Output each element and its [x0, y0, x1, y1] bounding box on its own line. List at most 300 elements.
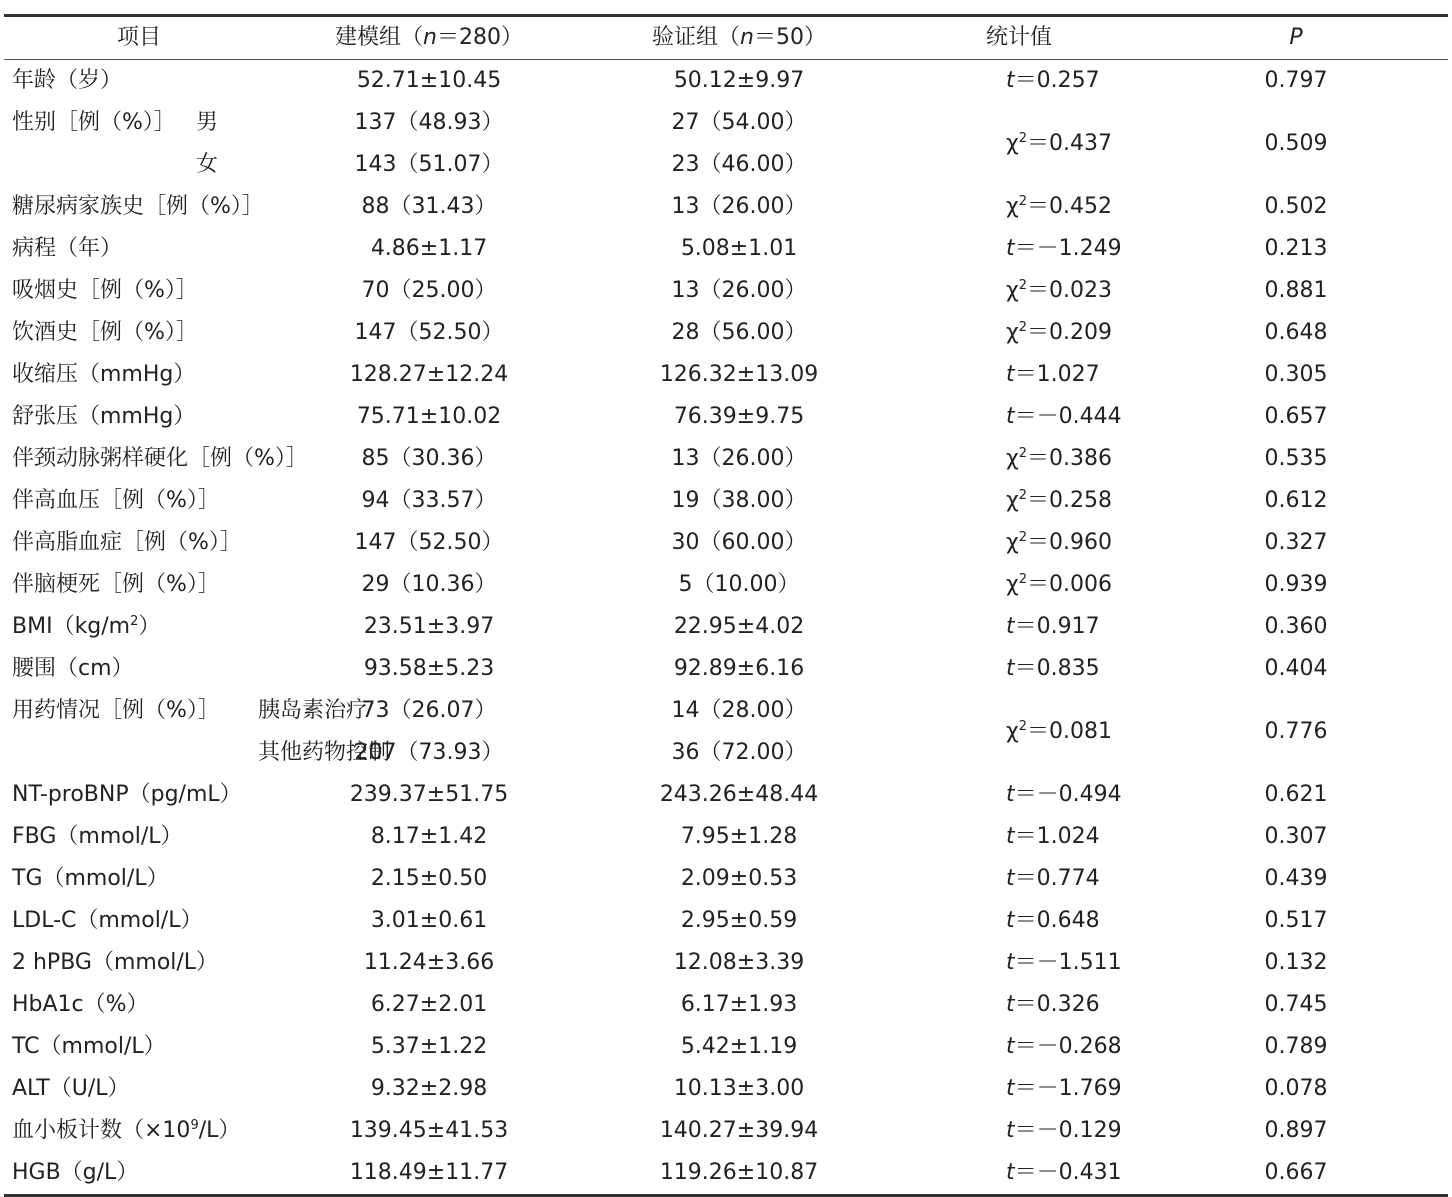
row-subcategory-label: 男	[196, 110, 219, 135]
statistic-value: ＝－0.268	[1014, 1034, 1122, 1059]
row-item-label: 饮酒史［例（%）］	[12, 320, 198, 345]
row-item	[4, 438, 308, 480]
validation-value-text: 5（10.00）	[678, 572, 800, 597]
row-statistic	[894, 858, 1144, 900]
table-row	[4, 774, 1448, 816]
row-subcategory-label: 胰岛素治疗	[258, 698, 369, 723]
row-modeling-value	[274, 1068, 584, 1110]
statistic-text	[1006, 1152, 1122, 1194]
row-p-value	[1144, 942, 1448, 984]
statistic-text	[1006, 711, 1112, 753]
row-modeling-value	[274, 606, 584, 648]
header-stat-label: 统计值	[986, 25, 1053, 50]
row-item-label: 病程（年）	[12, 236, 123, 261]
statistic-symbol: t	[1006, 1034, 1015, 1059]
statistic-text	[1006, 984, 1100, 1026]
table-row	[4, 1068, 1448, 1110]
row-statistic	[894, 1068, 1144, 1110]
validation-value-text: 140.27±39.94	[659, 1118, 819, 1143]
statistic-superscript: 2	[1018, 446, 1028, 461]
row-item	[4, 480, 274, 522]
statistic-text	[1006, 186, 1112, 228]
statistic-symbol: t	[1006, 68, 1015, 93]
modeling-value-text: 8.17±1.42	[370, 824, 488, 849]
modeling-value-text: 52.71±10.45	[356, 68, 502, 93]
statistic-symbol: t	[1006, 782, 1015, 807]
validation-value-text: 23（46.00）	[671, 152, 807, 177]
row-statistic	[894, 942, 1144, 984]
row-item-label: HGB（g/L）	[12, 1160, 139, 1185]
row-item	[4, 144, 112, 186]
statistic-symbol: t	[1006, 236, 1015, 261]
row-item-label: 伴高脂血症［例（%）］	[12, 530, 242, 555]
row-p-value	[1144, 438, 1448, 480]
statistic-superscript: 2	[1018, 320, 1028, 335]
statistic-symbol: χ	[1006, 320, 1019, 345]
statistic-superscript: 2	[1018, 488, 1028, 503]
modeling-value-text: 93.58±5.23	[363, 656, 495, 681]
row-item-label: 收缩压（mmHg）	[12, 362, 196, 387]
header-p-label: P	[1289, 25, 1303, 50]
table-header-row	[4, 16, 1448, 60]
statistic-value: ＝－1.769	[1014, 1076, 1122, 1101]
statistic-value: ＝0.258	[1027, 488, 1112, 513]
row-modeling-value	[274, 60, 584, 103]
p-value-text: 0.881	[1264, 278, 1328, 303]
table-row	[4, 228, 1448, 270]
modeling-value-text: 4.86±1.17	[370, 236, 488, 261]
row-validation-value	[584, 312, 894, 354]
statistic-symbol: χ	[1006, 278, 1019, 303]
row-modeling-value	[274, 312, 584, 354]
table-row	[4, 900, 1448, 942]
row-p-value	[1144, 606, 1448, 648]
row-item-label: 性别［例（%）］	[12, 110, 176, 135]
row-statistic	[894, 396, 1144, 438]
statistic-superscript: 2	[1018, 719, 1028, 734]
table-row	[4, 480, 1448, 522]
validation-value-text: 126.32±13.09	[659, 362, 819, 387]
statistic-value: ＝0.835	[1014, 656, 1100, 681]
row-item	[4, 396, 274, 438]
row-item-label: 伴颈动脉粥样硬化［例（%）］	[12, 446, 308, 471]
row-item-label: 吸烟史［例（%）］	[12, 278, 198, 303]
row-statistic	[894, 60, 1144, 103]
modeling-value-text: 29（10.36）	[361, 572, 497, 597]
modeling-value-text: 9.32±2.98	[370, 1076, 488, 1101]
statistic-symbol: χ	[1006, 719, 1019, 744]
table-row	[4, 690, 1448, 732]
statistic-symbol: t	[1006, 1118, 1015, 1143]
statistic-symbol: t	[1006, 824, 1015, 849]
table-row	[4, 396, 1448, 438]
row-item-label: 用药情况［例（%）］	[12, 698, 220, 723]
row-p-value	[1144, 186, 1448, 228]
row-validation-value	[584, 1026, 894, 1068]
row-p-value	[1144, 774, 1448, 816]
statistic-value: ＝1.024	[1014, 824, 1100, 849]
row-statistic	[894, 774, 1144, 816]
row-item	[4, 900, 274, 942]
row-item-label: HbA1c（%）	[12, 992, 149, 1017]
validation-value-text: 13（26.00）	[671, 446, 807, 471]
table-row	[4, 186, 1448, 228]
modeling-value-text: 118.49±11.77	[349, 1160, 509, 1185]
statistic-symbol: t	[1006, 614, 1015, 639]
row-p-value	[1144, 690, 1448, 774]
statistic-text	[1006, 480, 1112, 522]
statistic-text	[1006, 648, 1100, 690]
p-value-text: 0.360	[1264, 614, 1328, 639]
row-validation-value	[584, 648, 894, 690]
table-row	[4, 1152, 1448, 1196]
statistic-value: ＝0.257	[1014, 68, 1100, 93]
modeling-value-text: 147（52.50）	[354, 320, 504, 345]
modeling-value-text: 143（51.07）	[354, 152, 504, 177]
validation-value-text: 7.95±1.28	[680, 824, 798, 849]
modeling-value-text: 3.01±0.61	[370, 908, 488, 933]
row-validation-value	[584, 228, 894, 270]
row-item	[4, 1152, 274, 1196]
p-value-text: 0.509	[1264, 131, 1328, 156]
statistic-superscript: 2	[1018, 530, 1028, 545]
validation-value-text: 50.12±9.97	[673, 68, 805, 93]
modeling-value-text: 85（30.36）	[361, 446, 497, 471]
modeling-value-text: 207（73.93）	[354, 740, 504, 765]
row-statistic	[894, 522, 1144, 564]
validation-value-text: 6.17±1.93	[680, 992, 798, 1017]
row-item	[4, 690, 220, 732]
row-item-label: 腰围（cm）	[12, 656, 134, 681]
header-item-label: 项目	[117, 25, 162, 50]
p-value-text: 0.657	[1264, 404, 1328, 429]
statistic-value: ＝0.006	[1027, 572, 1112, 597]
modeling-value-text: 139.45±41.53	[349, 1118, 509, 1143]
row-subcategory	[112, 144, 274, 186]
row-modeling-value	[274, 354, 584, 396]
row-statistic	[894, 900, 1144, 942]
row-item	[4, 270, 274, 312]
row-modeling-value	[274, 1026, 584, 1068]
row-validation-value	[584, 144, 894, 186]
row-p-value	[1144, 816, 1448, 858]
row-modeling-value	[274, 816, 584, 858]
table-row	[4, 270, 1448, 312]
statistic-symbol: t	[1006, 656, 1015, 681]
row-validation-value	[584, 102, 894, 144]
row-item	[4, 60, 274, 103]
modeling-value-text: 11.24±3.66	[363, 950, 495, 975]
row-statistic	[894, 564, 1144, 606]
header-modeling-group	[274, 16, 584, 60]
row-modeling-value	[274, 774, 584, 816]
row-modeling-value	[274, 438, 584, 480]
statistic-value: ＝0.023	[1027, 278, 1112, 303]
p-value-text: 0.535	[1264, 446, 1328, 471]
row-statistic	[894, 312, 1144, 354]
row-subcategory	[112, 732, 391, 774]
modeling-value-text: 23.51±3.97	[363, 614, 495, 639]
modeling-value-text: 88（31.43）	[361, 194, 497, 219]
statistic-text	[1006, 228, 1122, 270]
row-item-label: 舒张压（mmHg）	[12, 404, 196, 429]
validation-value-text: 76.39±9.75	[673, 404, 805, 429]
row-p-value	[1144, 522, 1448, 564]
row-item-label: 2 hPBG（mmol/L）	[12, 950, 219, 975]
table-row	[4, 648, 1448, 690]
row-validation-value	[584, 732, 894, 774]
statistic-symbol: χ	[1006, 194, 1019, 219]
statistic-text	[1006, 858, 1100, 900]
row-p-value	[1144, 480, 1448, 522]
row-validation-value	[584, 984, 894, 1026]
row-item	[4, 228, 274, 270]
row-item	[4, 312, 274, 354]
statistic-text	[1006, 354, 1100, 396]
row-p-value	[1144, 396, 1448, 438]
validation-value-text: 119.26±10.87	[659, 1160, 819, 1185]
statistic-text	[1006, 1110, 1122, 1152]
row-validation-value	[584, 942, 894, 984]
row-item	[4, 732, 112, 774]
modeling-value-text: 94（33.57）	[361, 488, 497, 513]
row-statistic	[894, 438, 1144, 480]
modeling-value-text: 137（48.93）	[354, 110, 504, 135]
statistic-value: ＝0.648	[1014, 908, 1100, 933]
validation-value-text: 10.13±3.00	[673, 1076, 805, 1101]
row-item	[4, 648, 274, 690]
row-validation-value	[584, 690, 894, 732]
row-validation-value	[584, 438, 894, 480]
statistic-text	[1006, 123, 1112, 165]
row-statistic	[894, 1026, 1144, 1068]
row-item	[4, 606, 274, 648]
p-value-text: 0.776	[1264, 719, 1328, 744]
row-item-label: NT-proBNP（pg/mL）	[12, 782, 242, 807]
row-subcategory-label: 其他药物控制	[258, 740, 391, 765]
statistic-text	[1006, 60, 1100, 102]
p-value-text: 0.797	[1264, 68, 1328, 93]
table-row	[4, 606, 1448, 648]
row-p-value	[1144, 564, 1448, 606]
row-item-label: TC（mmol/L）	[12, 1034, 166, 1059]
row-modeling-value	[274, 522, 584, 564]
statistic-text	[1006, 900, 1100, 942]
statistic-text	[1006, 774, 1122, 816]
row-item	[4, 816, 274, 858]
row-p-value	[1144, 858, 1448, 900]
statistic-value: ＝0.386	[1027, 446, 1112, 471]
p-value-text: 0.132	[1264, 950, 1328, 975]
statistic-symbol: χ	[1006, 446, 1019, 471]
row-validation-value	[584, 354, 894, 396]
row-modeling-value	[274, 186, 584, 228]
p-value-text: 0.327	[1264, 530, 1328, 555]
statistic-text	[1006, 1026, 1122, 1068]
row-modeling-value	[274, 102, 584, 144]
row-item-tail: /L）	[198, 1118, 241, 1143]
p-value-text: 0.305	[1264, 362, 1328, 387]
table-row	[4, 816, 1448, 858]
statistic-symbol: t	[1006, 1076, 1015, 1101]
validation-value-text: 19（38.00）	[671, 488, 807, 513]
row-item-label: BMI（kg/m	[12, 614, 131, 639]
statistic-value: ＝－0.444	[1014, 404, 1122, 429]
row-p-value	[1144, 648, 1448, 690]
row-item-label: FBG（mmol/L）	[12, 824, 183, 849]
modeling-value-text: 239.37±51.75	[349, 782, 509, 807]
modeling-value-text: 73（26.07）	[361, 698, 497, 723]
row-validation-value	[584, 1068, 894, 1110]
p-value-text: 0.307	[1264, 824, 1328, 849]
row-statistic	[894, 228, 1144, 270]
validation-value-text: 2.95±0.59	[680, 908, 798, 933]
row-modeling-value	[274, 1110, 584, 1152]
validation-value-text: 14（28.00）	[671, 698, 807, 723]
statistic-value: ＝0.452	[1027, 194, 1112, 219]
header-g2-n: n	[740, 25, 754, 50]
row-item	[4, 1068, 274, 1110]
row-statistic	[894, 690, 1144, 774]
validation-value-text: 12.08±3.39	[673, 950, 805, 975]
row-statistic	[894, 480, 1144, 522]
row-item	[4, 354, 274, 396]
row-item	[4, 522, 274, 564]
row-modeling-value	[274, 228, 584, 270]
statistic-value: ＝1.027	[1014, 362, 1100, 387]
row-modeling-value	[274, 984, 584, 1026]
row-modeling-value	[274, 648, 584, 690]
row-validation-value	[584, 186, 894, 228]
modeling-value-text: 128.27±12.24	[349, 362, 509, 387]
row-item-label: 年龄（岁）	[12, 68, 123, 93]
row-validation-value	[584, 816, 894, 858]
row-item-label: TG（mmol/L）	[12, 866, 169, 891]
statistic-text	[1006, 606, 1100, 648]
row-validation-value	[584, 606, 894, 648]
row-item	[4, 564, 274, 606]
p-value-text: 0.404	[1264, 656, 1328, 681]
validation-value-text: 5.08±1.01	[680, 236, 798, 261]
statistic-value: ＝－0.129	[1014, 1118, 1122, 1143]
p-value-text: 0.612	[1264, 488, 1328, 513]
statistic-symbol: χ	[1006, 530, 1019, 555]
row-p-value	[1144, 312, 1448, 354]
row-item	[4, 984, 274, 1026]
p-value-text: 0.939	[1264, 572, 1328, 597]
p-value-text: 0.213	[1264, 236, 1328, 261]
statistic-symbol: t	[1006, 1160, 1015, 1185]
row-p-value	[1144, 1026, 1448, 1068]
row-p-value	[1144, 1152, 1448, 1196]
statistic-symbol: t	[1006, 866, 1015, 891]
row-modeling-value	[274, 900, 584, 942]
p-value-text: 0.897	[1264, 1118, 1328, 1143]
row-statistic	[894, 186, 1144, 228]
modeling-value-text: 5.37±1.22	[370, 1034, 488, 1059]
row-p-value	[1144, 60, 1448, 103]
header-g2-prefix: 验证组（	[652, 25, 741, 50]
table-row	[4, 60, 1448, 103]
row-statistic	[894, 270, 1144, 312]
p-value-text: 0.517	[1264, 908, 1328, 933]
statistic-symbol: χ	[1006, 131, 1019, 156]
row-item-label: 伴脑梗死［例（%）］	[12, 572, 220, 597]
validation-value-text: 30（60.00）	[671, 530, 807, 555]
row-validation-value	[584, 1110, 894, 1152]
statistic-value: ＝－0.494	[1014, 782, 1122, 807]
validation-value-text: 5.42±1.19	[680, 1034, 798, 1059]
statistic-text	[1006, 1068, 1122, 1110]
p-value-text: 0.439	[1264, 866, 1328, 891]
validation-value-text: 22.95±4.02	[673, 614, 805, 639]
header-item	[4, 16, 274, 60]
statistic-value: ＝0.209	[1027, 320, 1112, 345]
statistic-symbol: t	[1006, 950, 1015, 975]
table-row	[4, 942, 1448, 984]
p-value-text: 0.621	[1264, 782, 1328, 807]
row-validation-value	[584, 774, 894, 816]
validation-value-text: 2.09±0.53	[680, 866, 798, 891]
row-item-label: ALT（U/L）	[12, 1076, 130, 1101]
row-p-value	[1144, 354, 1448, 396]
validation-value-text: 13（26.00）	[671, 278, 807, 303]
header-statistic	[894, 16, 1144, 60]
statistic-text	[1006, 312, 1112, 354]
row-statistic	[894, 1152, 1144, 1196]
row-p-value	[1144, 1110, 1448, 1152]
p-value-text: 0.745	[1264, 992, 1328, 1017]
p-value-text: 0.667	[1264, 1160, 1328, 1185]
statistic-value: ＝－1.511	[1014, 950, 1122, 975]
header-g1-n: n	[423, 25, 437, 50]
statistic-text	[1006, 942, 1122, 984]
header-g2-suffix: ＝50）	[754, 25, 826, 50]
row-p-value	[1144, 228, 1448, 270]
row-validation-value	[584, 564, 894, 606]
row-subcategory-label: 女	[196, 152, 219, 177]
validation-value-text: 27（54.00）	[671, 110, 807, 135]
statistic-symbol: t	[1006, 404, 1015, 429]
statistic-value: ＝0.917	[1014, 614, 1100, 639]
statistic-symbol: t	[1006, 992, 1015, 1017]
statistic-value: ＝－1.249	[1014, 236, 1122, 261]
row-item	[4, 942, 274, 984]
table-row	[4, 522, 1448, 564]
statistic-superscript: 2	[1018, 131, 1028, 146]
row-statistic	[894, 354, 1144, 396]
row-item-label: 伴高血压［例（%）］	[12, 488, 220, 513]
p-value-text: 0.078	[1264, 1076, 1328, 1101]
statistic-superscript: 2	[1018, 194, 1028, 209]
row-statistic	[894, 816, 1144, 858]
row-validation-value	[584, 900, 894, 942]
validation-value-text: 13（26.00）	[671, 194, 807, 219]
row-validation-value	[584, 480, 894, 522]
table-row	[4, 858, 1448, 900]
header-g1-prefix: 建模组（	[335, 25, 424, 50]
header-validation-group	[584, 16, 894, 60]
row-modeling-value	[274, 144, 584, 186]
statistic-superscript: 2	[1018, 278, 1028, 293]
row-item-label: 糖尿病家族史［例（%）］	[12, 194, 264, 219]
row-validation-value	[584, 270, 894, 312]
table-row	[4, 354, 1448, 396]
row-p-value	[1144, 984, 1448, 1026]
statistic-value: ＝0.081	[1027, 719, 1112, 744]
modeling-value-text: 2.15±0.50	[370, 866, 488, 891]
p-value-text: 0.648	[1264, 320, 1328, 345]
